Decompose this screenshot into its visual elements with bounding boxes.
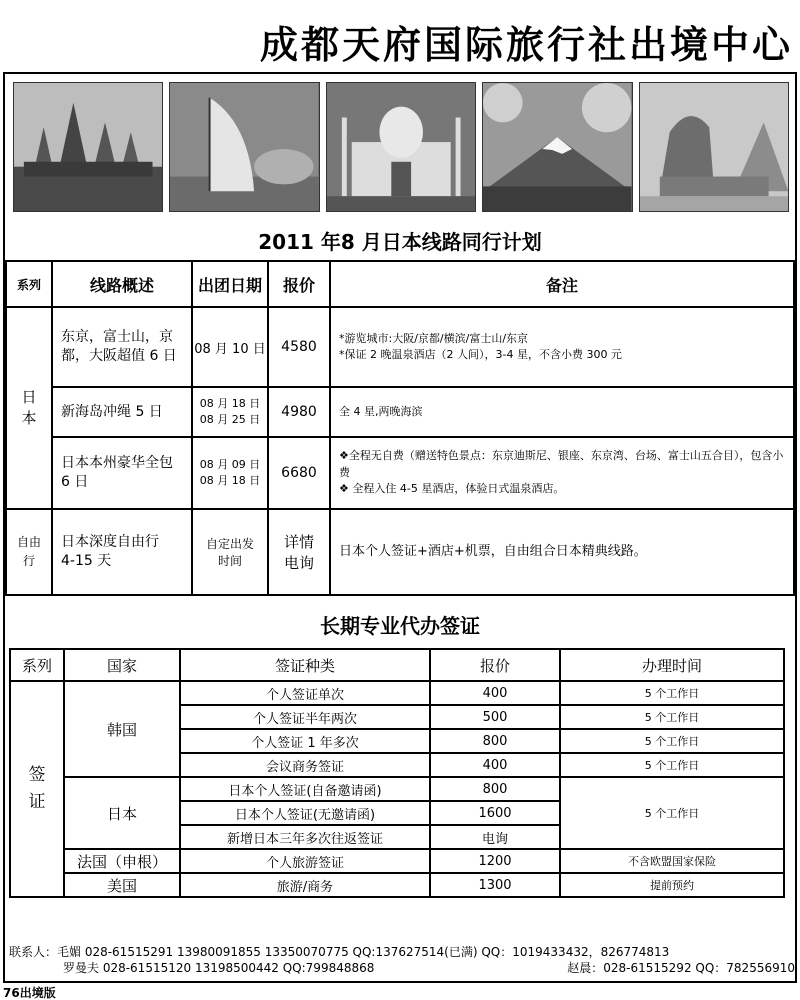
contact-line: 联系人：毛媚 028-61515291 13980091855 13350070775 QQ:137627514(已满) QQ：1019433432，826774813 [9, 945, 670, 959]
price: 800 [430, 729, 560, 753]
page-number: 76出境版 [3, 986, 56, 1000]
sphinx-photo [639, 82, 789, 212]
contact-right: 赵晨：028-61515292 QQ：782556910 [567, 961, 795, 975]
visa-type: 旅游/商务 [180, 873, 430, 897]
processing-time: 5 个工作日 [560, 729, 784, 753]
route-overview: 东京，富士山，京都，大阪超值 6 日 [52, 307, 192, 387]
header-series: 系列 [6, 261, 52, 307]
contact-left: 罗曼夫 028-61515120 13198500442 QQ:799848868 [63, 961, 375, 975]
country-japan: 日本 [64, 777, 180, 849]
price: 800 [430, 777, 560, 801]
processing-time: 5 个工作日 [560, 777, 784, 849]
processing-time: 提前预约 [560, 873, 784, 897]
table-row [10, 777, 784, 801]
series-visa: 签证 [10, 681, 64, 897]
processing-time: 5 个工作日 [560, 681, 784, 705]
processing-time: 5 个工作日 [560, 705, 784, 729]
visa-type: 个人旅游签证 [180, 849, 430, 873]
header-visa-type: 签证种类 [180, 649, 430, 681]
table-row [6, 307, 794, 387]
table-row [6, 437, 794, 509]
price: 400 [430, 681, 560, 705]
departure-date: 自定出发时间 [192, 509, 268, 595]
price: 400 [430, 753, 560, 777]
price: 1200 [430, 849, 560, 873]
table-header-row [10, 649, 784, 681]
remarks: ❖全程无自费（赠送特色景点：东京迪斯尼、银座、东京湾、台场、富士山五合目），包含小费 ❖ 全程入住 4-5 星酒店，体验日式温泉酒店。 [330, 437, 794, 509]
visa-type: 个人签证单次 [180, 681, 430, 705]
series-free: 自由行 [6, 509, 52, 595]
route-overview: 日本本州豪华全包 6 日 [52, 437, 192, 509]
header-price: 报价 [430, 649, 560, 681]
burj-al-arab-photo [169, 82, 319, 212]
header-series: 系列 [10, 649, 64, 681]
departure-date: 08 月 09 日 08 月 18 日 [192, 437, 268, 509]
series-japan: 日本 [6, 307, 52, 509]
taj-mahal-photo [326, 82, 476, 212]
processing-time: 不含欧盟国家保险 [560, 849, 784, 873]
price: 4980 [268, 387, 330, 437]
country-france: 法国（申根） [64, 849, 180, 873]
visa-type: 日本个人签证(自备邀请函) [180, 777, 430, 801]
price: 4580 [268, 307, 330, 387]
visa-type: 日本个人签证(无邀请函) [180, 801, 430, 825]
visa-type: 个人签证半年两次 [180, 705, 430, 729]
header-country: 国家 [64, 649, 180, 681]
page [3, 0, 797, 1000]
header-remarks: 备注 [330, 261, 794, 307]
page-title: 成都天府国际旅行社出境中心 [259, 22, 793, 67]
departure-date: 08 月 10 日 [192, 307, 268, 387]
visa-table [9, 648, 785, 898]
remarks: 日本个人签证+酒店+机票，自由组合日本精典线路。 [330, 509, 794, 595]
contact-info [9, 944, 795, 976]
country-usa: 美国 [64, 873, 180, 897]
japan-tour-table [5, 260, 795, 596]
content-frame [3, 72, 797, 983]
remarks: 全 4 星,两晚海滨 [330, 387, 794, 437]
processing-time: 5 个工作日 [560, 753, 784, 777]
price: 1600 [430, 801, 560, 825]
price: 电询 [430, 825, 560, 849]
visa-type: 个人签证 1 年多次 [180, 729, 430, 753]
angkor-wat-photo [13, 82, 163, 212]
price: 1300 [430, 873, 560, 897]
route-overview: 新海岛冲绳 5 日 [52, 387, 192, 437]
table-row [10, 849, 784, 873]
header-overview: 线路概述 [52, 261, 192, 307]
table-header-row [6, 261, 794, 307]
remarks: *游览城市:大阪/京都/横滨/富士山/东京 *保证 2 晚温泉酒店（2 人间），3-4 星，不含小费 300 元 [330, 307, 794, 387]
country-korea: 韩国 [64, 681, 180, 777]
departure-date: 08 月 18 日 08 月 25 日 [192, 387, 268, 437]
table-row [6, 387, 794, 437]
photo-strip [13, 82, 789, 212]
table-row [6, 509, 794, 595]
visa-type: 会议商务签证 [180, 753, 430, 777]
route-overview: 日本深度自由行 4-15 天 [52, 509, 192, 595]
table-row [10, 681, 784, 705]
price: 详情电询 [268, 509, 330, 595]
table-row [10, 873, 784, 897]
price: 500 [430, 705, 560, 729]
mount-fuji-photo [482, 82, 632, 212]
plan-title: 2011 年8 月日本线路同行计划 [258, 230, 542, 254]
visa-type: 新增日本三年多次往返签证 [180, 825, 430, 849]
visa-section-title: 长期专业代办签证 [320, 614, 480, 638]
contact-line [9, 960, 795, 976]
header-price: 报价 [268, 261, 330, 307]
header-processing-time: 办理时间 [560, 649, 784, 681]
price: 6680 [268, 437, 330, 509]
header-date: 出团日期 [192, 261, 268, 307]
